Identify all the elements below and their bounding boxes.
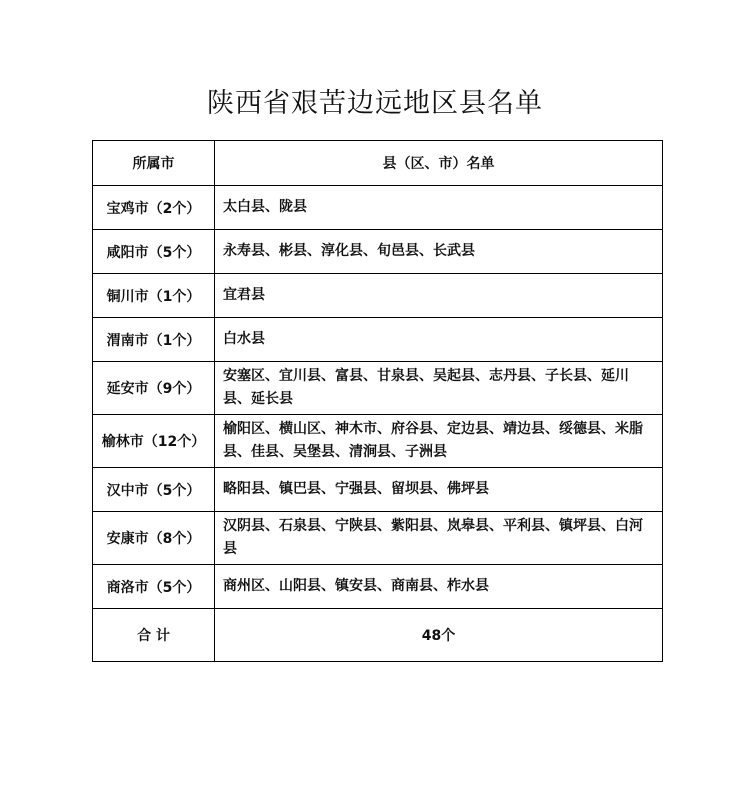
counties-cell: 安塞区、宜川县、富县、甘泉县、吴起县、志丹县、子长县、延川县、延长县 — [215, 362, 663, 415]
city-cell: 渭南市（1个） — [93, 318, 215, 362]
table-row — [93, 415, 663, 468]
city-cell: 商洛市（5个） — [93, 565, 215, 609]
page-title: 陕西省艰苦边远地区县名单 — [207, 88, 543, 119]
counties-cell: 榆阳区、横山区、神木市、府谷县、定边县、靖边县、绥德县、米脂县、佳县、吴堡县、清涧县、子洲县 — [215, 415, 663, 468]
city-cell: 榆林市（12个） — [93, 415, 215, 468]
counties-cell: 汉阴县、石泉县、宁陕县、紫阳县、岚皋县、平利县、镇坪县、白河县 — [215, 512, 663, 565]
counties-cell: 宜君县 — [215, 274, 663, 318]
table-row — [93, 230, 663, 274]
city-cell: 咸阳市（5个） — [93, 230, 215, 274]
total-value: 48个 — [215, 609, 663, 662]
city-cell: 铜川市（1个） — [93, 274, 215, 318]
table-row — [93, 512, 663, 565]
counties-cell: 太白县、陇县 — [215, 186, 663, 230]
counties-cell: 永寿县、彬县、淳化县、旬邑县、长武县 — [215, 230, 663, 274]
table-row — [93, 274, 663, 318]
table-row — [93, 318, 663, 362]
header-city: 所属市 — [93, 141, 215, 186]
total-label: 合 计 — [93, 609, 215, 662]
city-cell: 延安市（9个） — [93, 362, 215, 415]
table-row — [93, 468, 663, 512]
header-counties: 县（区、市）名单 — [215, 141, 663, 186]
total-row — [93, 609, 663, 662]
counties-cell: 白水县 — [215, 318, 663, 362]
table-row — [93, 186, 663, 230]
city-cell: 汉中市（5个） — [93, 468, 215, 512]
table-row — [93, 362, 663, 415]
counties-cell: 略阳县、镇巴县、宁强县、留坝县、佛坪县 — [215, 468, 663, 512]
table-header-row — [93, 141, 663, 186]
counties-cell: 商州区、山阳县、镇安县、商南县、柞水县 — [215, 565, 663, 609]
city-cell: 安康市（8个） — [93, 512, 215, 565]
city-cell: 宝鸡市（2个） — [93, 186, 215, 230]
county-list-table — [92, 140, 663, 662]
table-row — [93, 565, 663, 609]
